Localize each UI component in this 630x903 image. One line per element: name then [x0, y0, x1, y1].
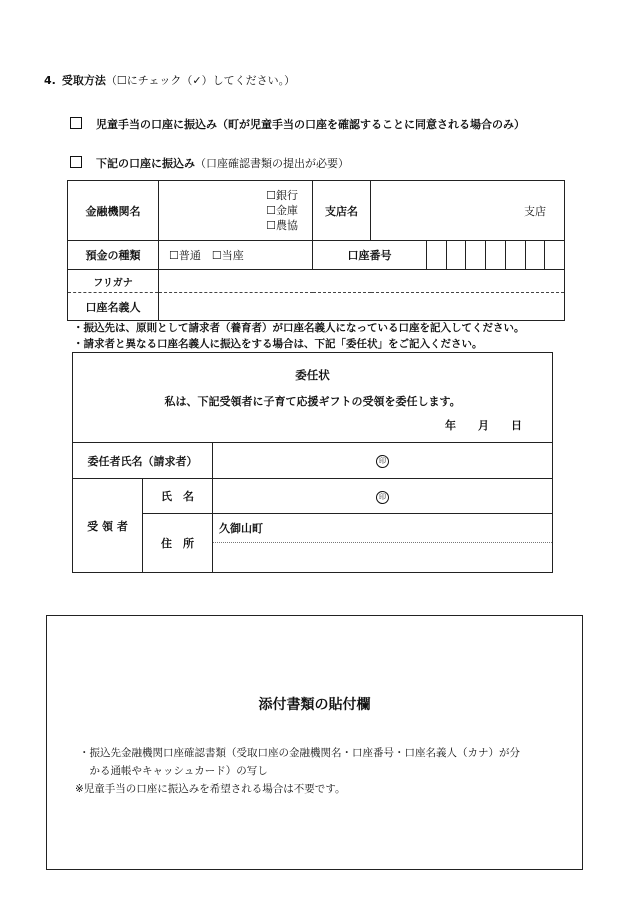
proxy-header	[73, 353, 553, 443]
nokyo-option[interactable]: ☐農協	[266, 219, 298, 232]
section-title: 受取方法	[61, 74, 106, 87]
proxy-title: 委任状	[295, 368, 330, 382]
option-other-account[interactable]	[70, 155, 349, 171]
option-note: （口座確認書類の提出が必要）	[195, 157, 349, 170]
digit-box[interactable]	[427, 241, 446, 269]
option-label: 下記の口座に振込み	[96, 157, 195, 170]
digit-box[interactable]	[465, 241, 485, 269]
account-type-label: 預金の種類	[68, 241, 159, 270]
delegator-field[interactable]	[213, 443, 553, 479]
section-heading	[44, 72, 295, 88]
note-1: ・振込先は、原則として請求者（養育者）が口座名義人になっている口座を記入してください。	[73, 322, 525, 334]
notes	[73, 320, 525, 352]
attachment-instructions	[75, 744, 579, 798]
account-number-label: 口座番号	[313, 241, 427, 269]
attachment-title: 添付書類の貼付欄	[258, 697, 371, 713]
attachment-line-1: ・振込先金融機関口座確認書類（受取口座の金融機関名・口座番号・口座名義人（カナ）が分	[79, 747, 520, 759]
furigana-label: フリガナ	[68, 270, 159, 293]
recipient-name-label: 氏 名	[143, 479, 213, 514]
attachment-box	[46, 615, 583, 870]
section-instruction: （☐にチェック（✓）してください。）	[105, 74, 296, 87]
recipient-address-label: 住 所	[143, 514, 213, 573]
delegator-label: 委任者氏名（請求者）	[73, 443, 213, 479]
holder-label: 口座名義人	[68, 293, 159, 321]
note-2: ・請求者と異なる口座名義人に振込をする場合は、下記「委任状」をご記入ください。	[73, 338, 483, 350]
account-type-options[interactable]: ☐普通 ☐当座	[159, 241, 313, 270]
branch-field[interactable]	[371, 181, 565, 241]
bank-option[interactable]: ☐銀行	[266, 189, 298, 202]
checkbox[interactable]	[70, 156, 82, 168]
proxy-date: 年 月 日	[445, 419, 523, 432]
digit-box[interactable]	[525, 241, 545, 269]
digit-box[interactable]	[505, 241, 525, 269]
proxy-statement: 私は、下記受領者に子育て応援ギフトの受領を委任します。	[164, 395, 461, 408]
digit-box[interactable]	[485, 241, 505, 269]
shinkin-option[interactable]: ☐金庫	[266, 204, 298, 217]
bank-account-table	[67, 180, 565, 321]
section-number: 4.	[44, 74, 56, 87]
proxy-form	[72, 352, 553, 573]
option-child-allowance-account[interactable]	[70, 116, 525, 132]
checkbox[interactable]	[70, 117, 82, 129]
holder-field[interactable]	[159, 293, 565, 321]
attachment-line-2: かる通帳やキャッシュカード）の写し	[79, 765, 268, 777]
seal-mark: 印	[376, 455, 389, 468]
attachment-line-3: ※児童手当の口座に振込みを希望される場合は不要です。	[75, 783, 346, 795]
digit-box[interactable]	[446, 241, 466, 269]
recipient-name-field[interactable]	[213, 479, 553, 514]
recipient-address-field[interactable]	[213, 514, 553, 543]
institution-label: 金融機関名	[68, 181, 159, 241]
address-prefix: 久御山町	[219, 522, 263, 535]
institution-type-options[interactable]	[159, 181, 313, 241]
branch-label: 支店名	[313, 181, 371, 241]
branch-suffix: 支店	[524, 204, 546, 218]
recipient-address-line2[interactable]	[213, 543, 553, 573]
recipient-label: 受 領 者	[73, 479, 143, 573]
seal-mark: 印	[376, 491, 389, 504]
account-number-row	[313, 241, 565, 270]
furigana-field[interactable]	[159, 270, 565, 293]
account-number-digits[interactable]	[427, 241, 564, 269]
digit-box[interactable]	[544, 241, 564, 269]
option-label: 児童手当の口座に振込み（町が児童手当の口座を確認することに同意される場合のみ）	[96, 118, 525, 131]
